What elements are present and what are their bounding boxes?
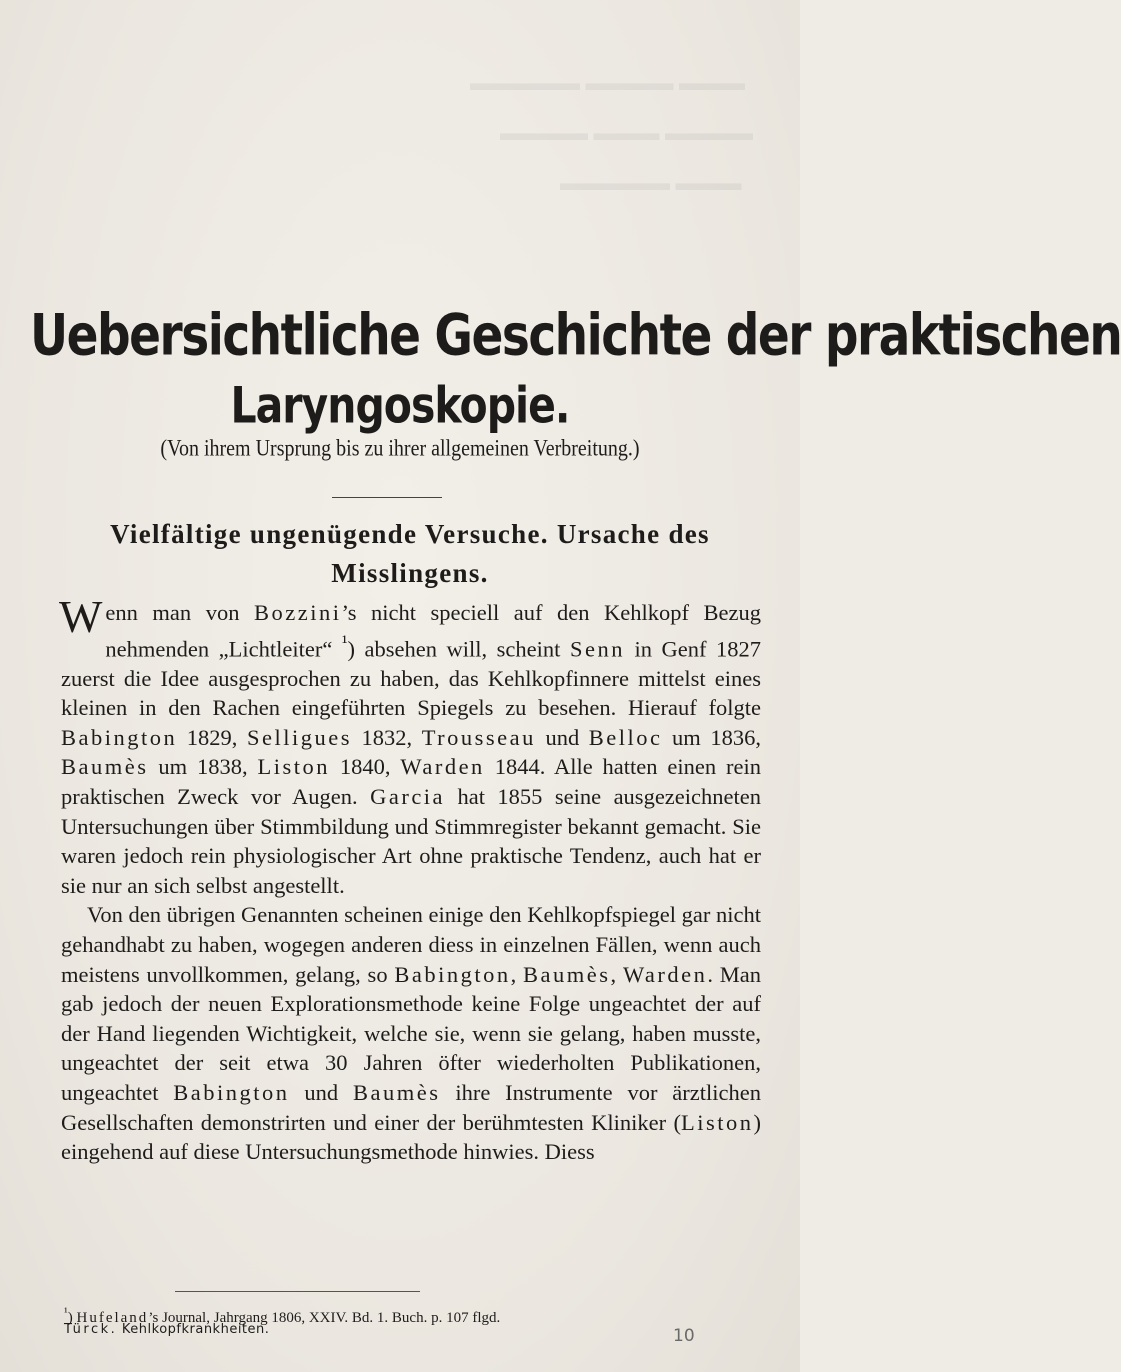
text-run: ) absehen will, scheint — [347, 636, 570, 662]
footnote: $^{^1}$) Hufeland’s Journal, Jahrgang 1806, XXIV. Bd. 1. Buch. p. 107 flgd. — [64, 1305, 501, 1326]
bleed-through-text: ▬▬▬ ▬▬▬▬ ▬▬▬▬▬ — [470, 70, 745, 95]
text-run: und — [289, 1080, 353, 1105]
text-run: . Man gab jedoch der neuen Explorationsmethode keine Folge ungeachtet der auf der Hand liegenden Wichtigkeit, welche sie, wenn sie gelang, haben musste, ungeachtet der seit etwa 30 Jahren öfter wiederholten Publikationen, ungeachtet — [61, 961, 762, 1105]
section-heading: Vielfältige ungenügende Versuche. Ursache des Misslingens. — [110, 519, 710, 588]
signature-line — [64, 1322, 764, 1337]
body-text — [59, 591, 762, 1167]
text-run: in Genf 1827 zuerst die Idee ausgesprochen zu haben, das Kehlkopfinnere mittelst eines kleinen in den Rachen eingeführten Spiegels zu besehen. Hierauf folgte — [61, 636, 762, 721]
person-name: Baumès — [352, 1080, 441, 1105]
paragraph-1 — [59, 591, 762, 900]
signature-author: Türck. — [64, 1322, 118, 1337]
signature-mark: 10 — [673, 1326, 695, 1346]
text-run: um 1836, — [662, 724, 761, 750]
text-run: ) eingehend auf diese Untersuchungsmethode hinwies. Diess — [61, 1109, 761, 1165]
person-name: Baumès — [61, 754, 149, 780]
person-name: Garcia — [370, 784, 446, 810]
person-name: Warden — [400, 754, 485, 780]
text-run: , — [610, 961, 623, 987]
footnote-author: Hufeland — [76, 1310, 149, 1326]
text-run: hat 1855 seine ausgezeichneten Untersuchungen über Stimmbildung und Stimmregister bekannt gemacht. Sie waren jedoch rein physiologischer Art ohne praktische Tendenz, auch hat er sie nur an sich selbst angestellt. — [61, 784, 761, 898]
text-run: 1832, — [351, 724, 422, 750]
text-run: Von den übrigen Genannten scheinen einige den Kehlkopfspiegel gar nicht gehandhabt zu haben, wogegen anderen diess in einzelnen Fällen, wenn auch meistens unvollkommen, gelang, so — [61, 902, 761, 987]
text-run: enn man von — [105, 600, 254, 625]
person-name: Belloc — [588, 724, 663, 750]
person-name: Selligues — [246, 724, 352, 750]
person-name: Babington — [173, 1080, 290, 1105]
title-divider — [332, 497, 442, 498]
text-run: 1844. Alle hatten einen rein praktischen Zweck vor Augen. — [61, 754, 761, 810]
page-subtitle: Laryngoskopie. — [230, 376, 570, 435]
footnote-divider — [175, 1291, 420, 1292]
footnote-marker: ¹ — [64, 1305, 68, 1319]
person-name: Babington — [61, 724, 178, 750]
person-name: Warden — [622, 961, 708, 987]
person-name: Babington — [394, 961, 511, 987]
footnote-text: ’s Journal, Jahrgang 1806, XXIV. Bd. 1. Buch. p. 107 flgd. — [148, 1310, 501, 1326]
text-run: ihre Instrumente vor ärztlichen Gesellschaften demonstrirten und einer der berühmtesten Kliniker ( — [61, 1080, 761, 1135]
text-run: , — [510, 961, 524, 987]
bleed-through-text: ▬▬▬ ▬▬▬▬▬ — [560, 170, 742, 195]
person-name: Trousseau — [421, 724, 536, 750]
text-run: 1829, — [177, 724, 247, 750]
text-run: um 1838, — [148, 754, 258, 780]
paragraph-2 — [61, 900, 761, 1166]
text-run: 1840, — [330, 754, 401, 780]
title-note: (Von ihrem Ursprung bis zu ihrer allgemeinen Verbreitung.) — [160, 436, 640, 462]
text-run: und — [535, 724, 589, 750]
person-name: Liston — [257, 754, 331, 780]
text-run: ’s nicht speciell auf den Kehlkopf Bezug nehmenden „Lichtleiter“ — [105, 600, 761, 662]
bleed-through-text: ▬▬▬▬ ▬▬▬ ▬▬▬▬ — [500, 120, 753, 145]
footnote-ref: ¹ — [341, 631, 348, 653]
drop-cap: W — [59, 591, 103, 642]
person-name: Baumès — [523, 961, 611, 987]
signature-title: Kehlkopfkrankheiten. — [121, 1322, 270, 1337]
person-name: Senn — [569, 636, 625, 662]
person-name: Bozzini — [253, 600, 342, 625]
page-title: Uebersichtliche Geschichte der praktischen — [30, 302, 1121, 370]
person-name: Liston — [680, 1109, 754, 1135]
